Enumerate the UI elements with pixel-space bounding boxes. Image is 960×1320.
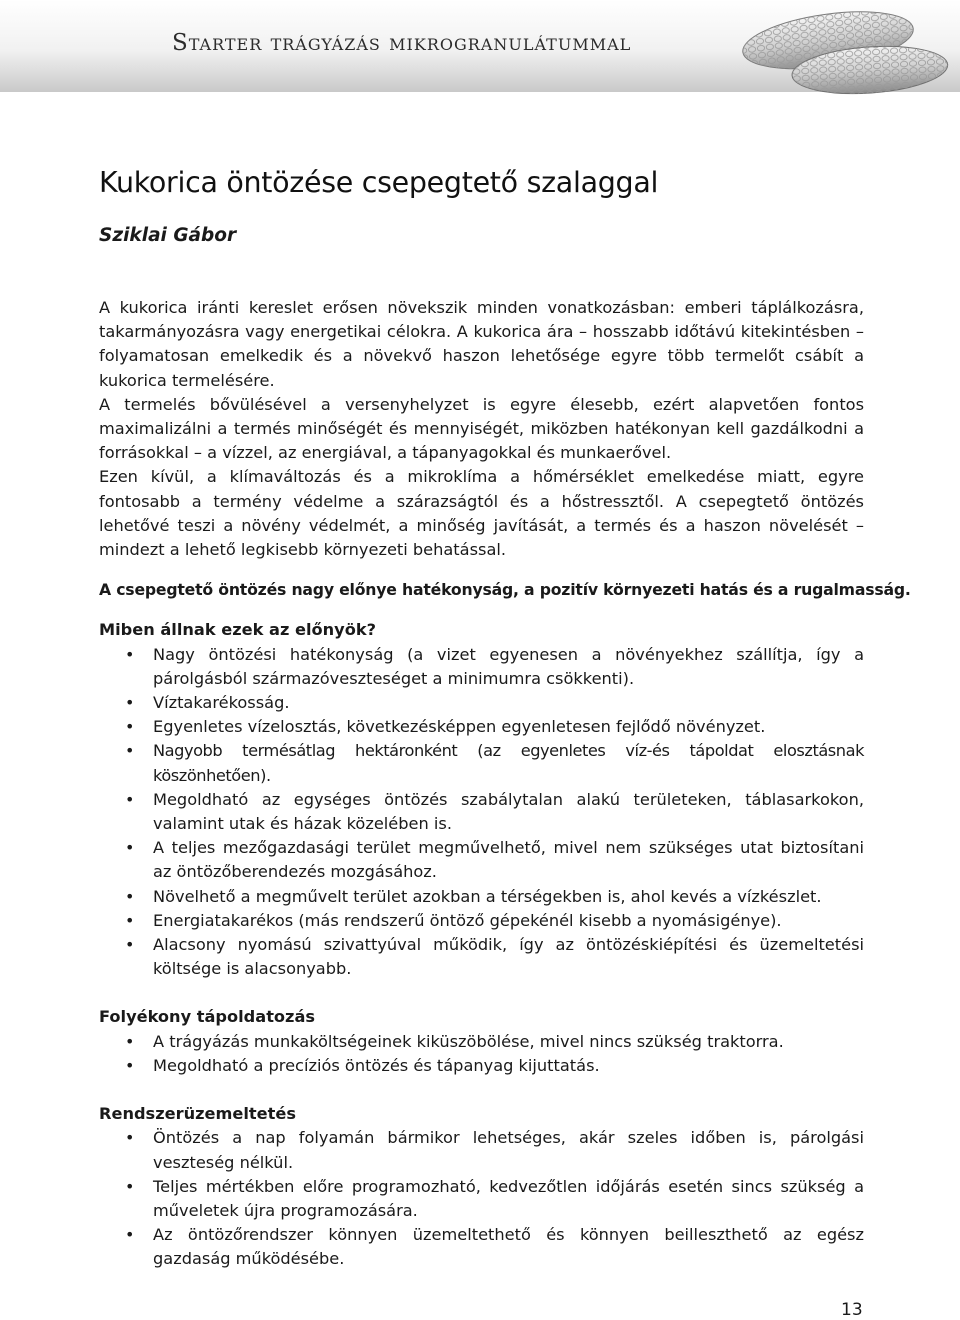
- bullet-icon: •: [125, 910, 135, 930]
- advantages-list: [99, 643, 864, 982]
- bullet-icon: •: [125, 644, 135, 664]
- bullet-icon: •: [125, 838, 135, 858]
- bullet-icon: •: [125, 1176, 135, 1196]
- body-paragraph: A termelés bővülésével a versenyhelyzet is egyre élesebb, ezért alapvetően fontos maximalizálni a termés minőségét és mennyiségét, miközben hatékonyan kell gazdálkodni a forrásokkal – a vízzel, az energiával, a tápanyagokkal és munkaerővel.: [99, 394, 864, 463]
- bullet-icon: •: [125, 1055, 135, 1075]
- bullet-icon: •: [125, 935, 135, 955]
- bullet-icon: •: [125, 741, 134, 761]
- section-heading: Miben állnak ezek az előnyök?: [99, 620, 377, 640]
- list-item: • Egyenletes vízelosztás, következésképpen egyenletesen fejlődő növényzet.: [99, 715, 864, 739]
- list-item: • Öntözés a nap folyamán bármikor lehetséges, akár szeles időben is, párolgási veszteség nélkül.: [125, 1128, 864, 1172]
- list-item: • Megoldható a precíziós öntözés és tápanyag kijuttatás.: [99, 1054, 864, 1078]
- bullet-icon: •: [125, 693, 135, 713]
- bullet-icon: •: [125, 789, 135, 809]
- list-item: • Teljes mértékben előre programozható, kedvezőtlen időjárás esetén sincs szükség a műveletek újra programozására.: [125, 1176, 864, 1220]
- list-item: • Nagyobb termésátlag hektáronként (az egyenletes víz-és tápoldat elosztásnak köszönhetően).: [125, 741, 864, 785]
- list-item: • Megoldható az egységes öntözés szabálytalan alakú területeken, táblasarkokon, valamint utak és házak közelében is.: [125, 789, 864, 834]
- nutrient-list: [99, 1030, 864, 1078]
- running-header-title: Starter trágyázás mikrogranulátummal: [172, 30, 632, 56]
- operation-list: [99, 1126, 864, 1271]
- bullet-icon: •: [125, 886, 135, 906]
- bullet-icon: •: [125, 1225, 135, 1245]
- article-title: Kukorica öntözése csepegtető szalaggal: [99, 166, 659, 199]
- article-body: [99, 296, 911, 1272]
- list-item: • Energiatakarékos (más rendszerű öntöző gépekénél kisebb a nyomásigénye).: [99, 909, 864, 933]
- bullet-icon: •: [125, 1031, 135, 1051]
- highlight-statement: A csepegtető öntözés nagy előnye hatékonyság, a pozitív környezeti hatás és a rugalmasság.: [99, 580, 911, 600]
- article-author: Sziklai Gábor: [99, 225, 237, 246]
- bullet-icon: •: [125, 1128, 135, 1148]
- list-item: • Nagy öntözési hatékonyság (a vizet egyenesen a növényekhez szállítja, így a párolgásból származóveszteséget a minimumra csökkenti).: [125, 644, 864, 688]
- list-item: • A trágyázás munkaköltségeinek kiküszöbölése, mivel nincs szükség traktorra.: [99, 1030, 864, 1054]
- page-number: 13: [841, 1300, 863, 1320]
- list-item: • Az öntözőrendszer könnyen üzemeltethető és könnyen beilleszthető az egész gazdaság működésébe.: [125, 1225, 864, 1269]
- list-item: • Növelhető a megművelt terület azokban a térségekben is, ahol kevés a vízkészlet.: [99, 885, 864, 909]
- body-paragraph: Ezen kívül, a klímaváltozás és a mikroklíma a hőmérséklet emelkedése miatt, egyre fontosabb a termény védelme a szárazságtól és a hőstressztől. A csepegtető öntözés lehetővé teszi a növény védelmét, a minőség javítását, a termés és a haszon növelését – mindezt a lehető legkisebb környezeti behatással.: [99, 467, 864, 560]
- corn-cobs-illustration: [720, 0, 960, 104]
- section-heading: Rendszerüzemeltetés: [99, 1104, 296, 1124]
- list-item: • Alacsony nyomású szivattyúval működik, így az öntözéskiépítési és üzemeltetési költsége is alacsonyabb.: [125, 935, 864, 979]
- list-item: • A teljes mezőgazdasági terület megművelhető, mivel nem szükséges utat biztosítani az öntözőberendezés mozgásához.: [125, 838, 864, 882]
- section-heading: Folyékony tápoldatozás: [99, 1007, 316, 1027]
- bullet-icon: •: [125, 717, 135, 737]
- list-item: • Víztakarékosság.: [99, 691, 864, 715]
- body-paragraph: A kukorica iránti kereslet erősen növekszik minden vonatkozásban: emberi táplálkozásra, takarmányozásra vagy energetikai célokra. A kukorica ára – hosszabb időtávú kitekintésben – folyamatosan emelkedik és a növekvő haszon lehetősége egyre több termelőt csábít a kukorica termelésére.: [99, 298, 864, 390]
